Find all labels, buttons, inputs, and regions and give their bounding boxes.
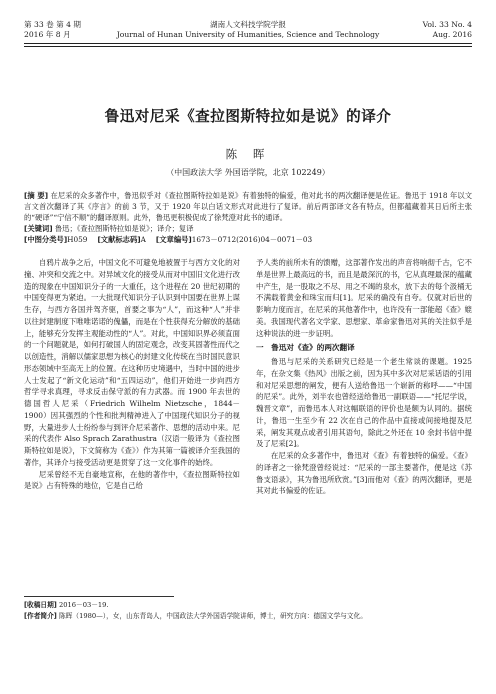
body-paragraph: 鲁迅与尼采的关系研究已经是一个老生常谈的课题。1925 年，在杂文集《热风》出版之前，因为其中多次对尼采话语的引用和对尼采思想的阐发，便有人送给鲁迅一个崭新的称呼——“中国的尼采”。此外，刘半农也曾经送给鲁迅一副联语——“托尼学说，魏晋文章”，而鲁迅本人对这幅联语的评价也是颇为认同的。据统计，鲁迅一生至少有 22 次在自己的作品中直接或间接地提及尼采，阐发其观点或者引用其语句，除此之外还在 10 余封书信中提及了尼采[2]。: [256, 357, 472, 449]
classification-line: [24, 234, 472, 245]
article-title: 鲁迅对尼采《查拉图斯特拉如是说》的译介: [104, 108, 392, 125]
body-paragraph: 尼采曾经不无自豪地宣称，在他的著作中，《查拉图斯特拉如是说》占有特殊的地位，它是自己给: [24, 469, 240, 491]
keywords-text: 鲁迅；《查拉图斯特拉如是说》；译介；复译: [54, 224, 194, 233]
article-number-label: [文章编号]: [155, 235, 192, 244]
body-paragraph: 予人类的前所未有的馈赠，这部著作发出的声音将响彻千古，它不单是世界上最高远的书，而且是最深沉的书，它从真理最深的蕴藏中产生，是一股取之不尽、用之不竭的泉水，放下去的每个汲桶无不满载着黄金和珠宝而归[1]。尼采的确没有自夸。仅就对后世的影响力度而言，在尼采的其他著作中，也许没有一部能超《查》媲美。我国现代著名文学家、思想家、革命家鲁迅对其的关注似乎是这种说法的进一步证明。: [256, 258, 472, 338]
date-en: Aug. 2016: [432, 30, 472, 39]
doc-code-label: [文献标志码]: [97, 235, 141, 244]
doc-code-value: A: [140, 235, 146, 244]
keywords-label: [关键词]: [24, 224, 53, 233]
header-rule: [24, 43, 472, 47]
journal-name-cn: 湖南人文科技学院学报: [210, 20, 286, 29]
clc-label: [中图分类号]: [24, 235, 68, 244]
header-center: [110, 20, 386, 40]
body-column-right: [256, 257, 472, 497]
header-right: [386, 20, 472, 40]
footnote-rule: [24, 596, 174, 597]
date-cn: 2016 年 8 月: [24, 30, 71, 39]
author-affiliation: （中国政法大学 外国语学院，北京 102249）: [166, 168, 330, 177]
keywords: [24, 223, 472, 234]
footnotes: [24, 600, 472, 621]
abstract-label: [摘 要]: [24, 191, 49, 200]
journal-name-en: Journal of Hunan University of Humanities, Science and Technology: [116, 30, 380, 39]
body-columns: [24, 257, 472, 497]
article-author: 陈 晖: [225, 147, 271, 161]
body-paragraph: 在尼采的众多著作中，鲁迅对《查》有着独特的偏爱。《查》的译者之一徐梵澄曾经说过：“尼采的一部主要著作，便是这《苏鲁支语录》，其为鲁迅所欣赏。”[3]而他对《查》的两次翻译，更是其对此书偏爱的佐证。: [256, 451, 472, 496]
received-label: [收稿日期]: [24, 601, 57, 609]
article-number-value: 1673－0712(2016)04－0071－03: [191, 235, 313, 244]
author-bio: [24, 611, 472, 622]
received-value: 2016－03－19.: [59, 601, 109, 609]
abstract-text: 在尼采的众多著作中，鲁迅似乎对《查拉图斯特拉如是说》有着独特的偏爱，他对此书的两次翻译便是佐证。鲁迅于 1918 年以文言文首次翻译了其《序言》的前 3 节，又于 1920 年以白话文形式对此进行了复译。前后两部译文各有特点，但都蕴藏着其日后所主张的“硬译”“宁信不顺”的翻译原则。此外，鲁迅更积极促成了徐梵澄对此书的通译。: [24, 191, 472, 222]
body-column-left: [24, 257, 240, 497]
author-bio-text: 陈晖（1980—），女，山东青岛人，中国政法大学外国语学院讲师，博士，研究方向：德国文学与文化。: [59, 611, 367, 620]
volume-en: Vol. 33 No. 4: [422, 20, 472, 29]
section-heading: 一 鲁迅对《查》的两次翻译: [256, 343, 355, 353]
header-left: [24, 20, 110, 40]
running-header: [24, 20, 472, 40]
abstract: [24, 190, 472, 223]
clc-value: H059: [67, 235, 88, 244]
volume-cn: 第 33 卷 第 4 期: [24, 20, 81, 29]
received-date: [24, 600, 472, 611]
journal-page: [24, 20, 472, 680]
author-bio-label: [作者简介]: [24, 611, 57, 620]
body-paragraph: 自鸦片战争之后，中国文化不可避免地被置于与西方文化的对撞、冲突和交流之中。对异域文化的接受从而对中国旧文化进行改造的现象在中国知识分子的一大重任，这个进程在 20 世纪初期的中国变得更为紧迫。一大批现代知识分子认识到中国要在世界上谋生存，与西方各国并驾齐驱，首要之事为“人”，而这种“人”并非以往封建制度下唯唯诺诺的傀儡，而是在个性获得充分解放的基础上，能够充分发挥主观能动性的“人”。对此，中国知识界必须直面的一个问题就是，如何打破国人的固定观念，改变其固著性而代之以创造性，消解以儒家思想为核心的封建文化传统在当时国民意识形态领域中至高无上的位置。在这种历史境遇中，当时中国的进步人士发起了“新文化运动”和“五四运动”，他们开始进一步向西方哲学寻求真理，寻求反击保守派的有力武器。而 1900 年去世的德国哲人尼采（Friedrich Wilhelm Nietzsche，1844－1900）因其强烈的个性和批判精神进入了中国现代知识分子的视野，大量进步人士纷纷参与到评介尼采著作、思想的活动中来。尼采的代表作 Also Sprach Zarathustra（汉语一般译为《查拉图斯特拉如是说》，下文简称为《查》）作为其第一篇被译介至我国的著作，其译介与接受活动更是贯穿了这一文化事件的始终。: [24, 258, 240, 467]
